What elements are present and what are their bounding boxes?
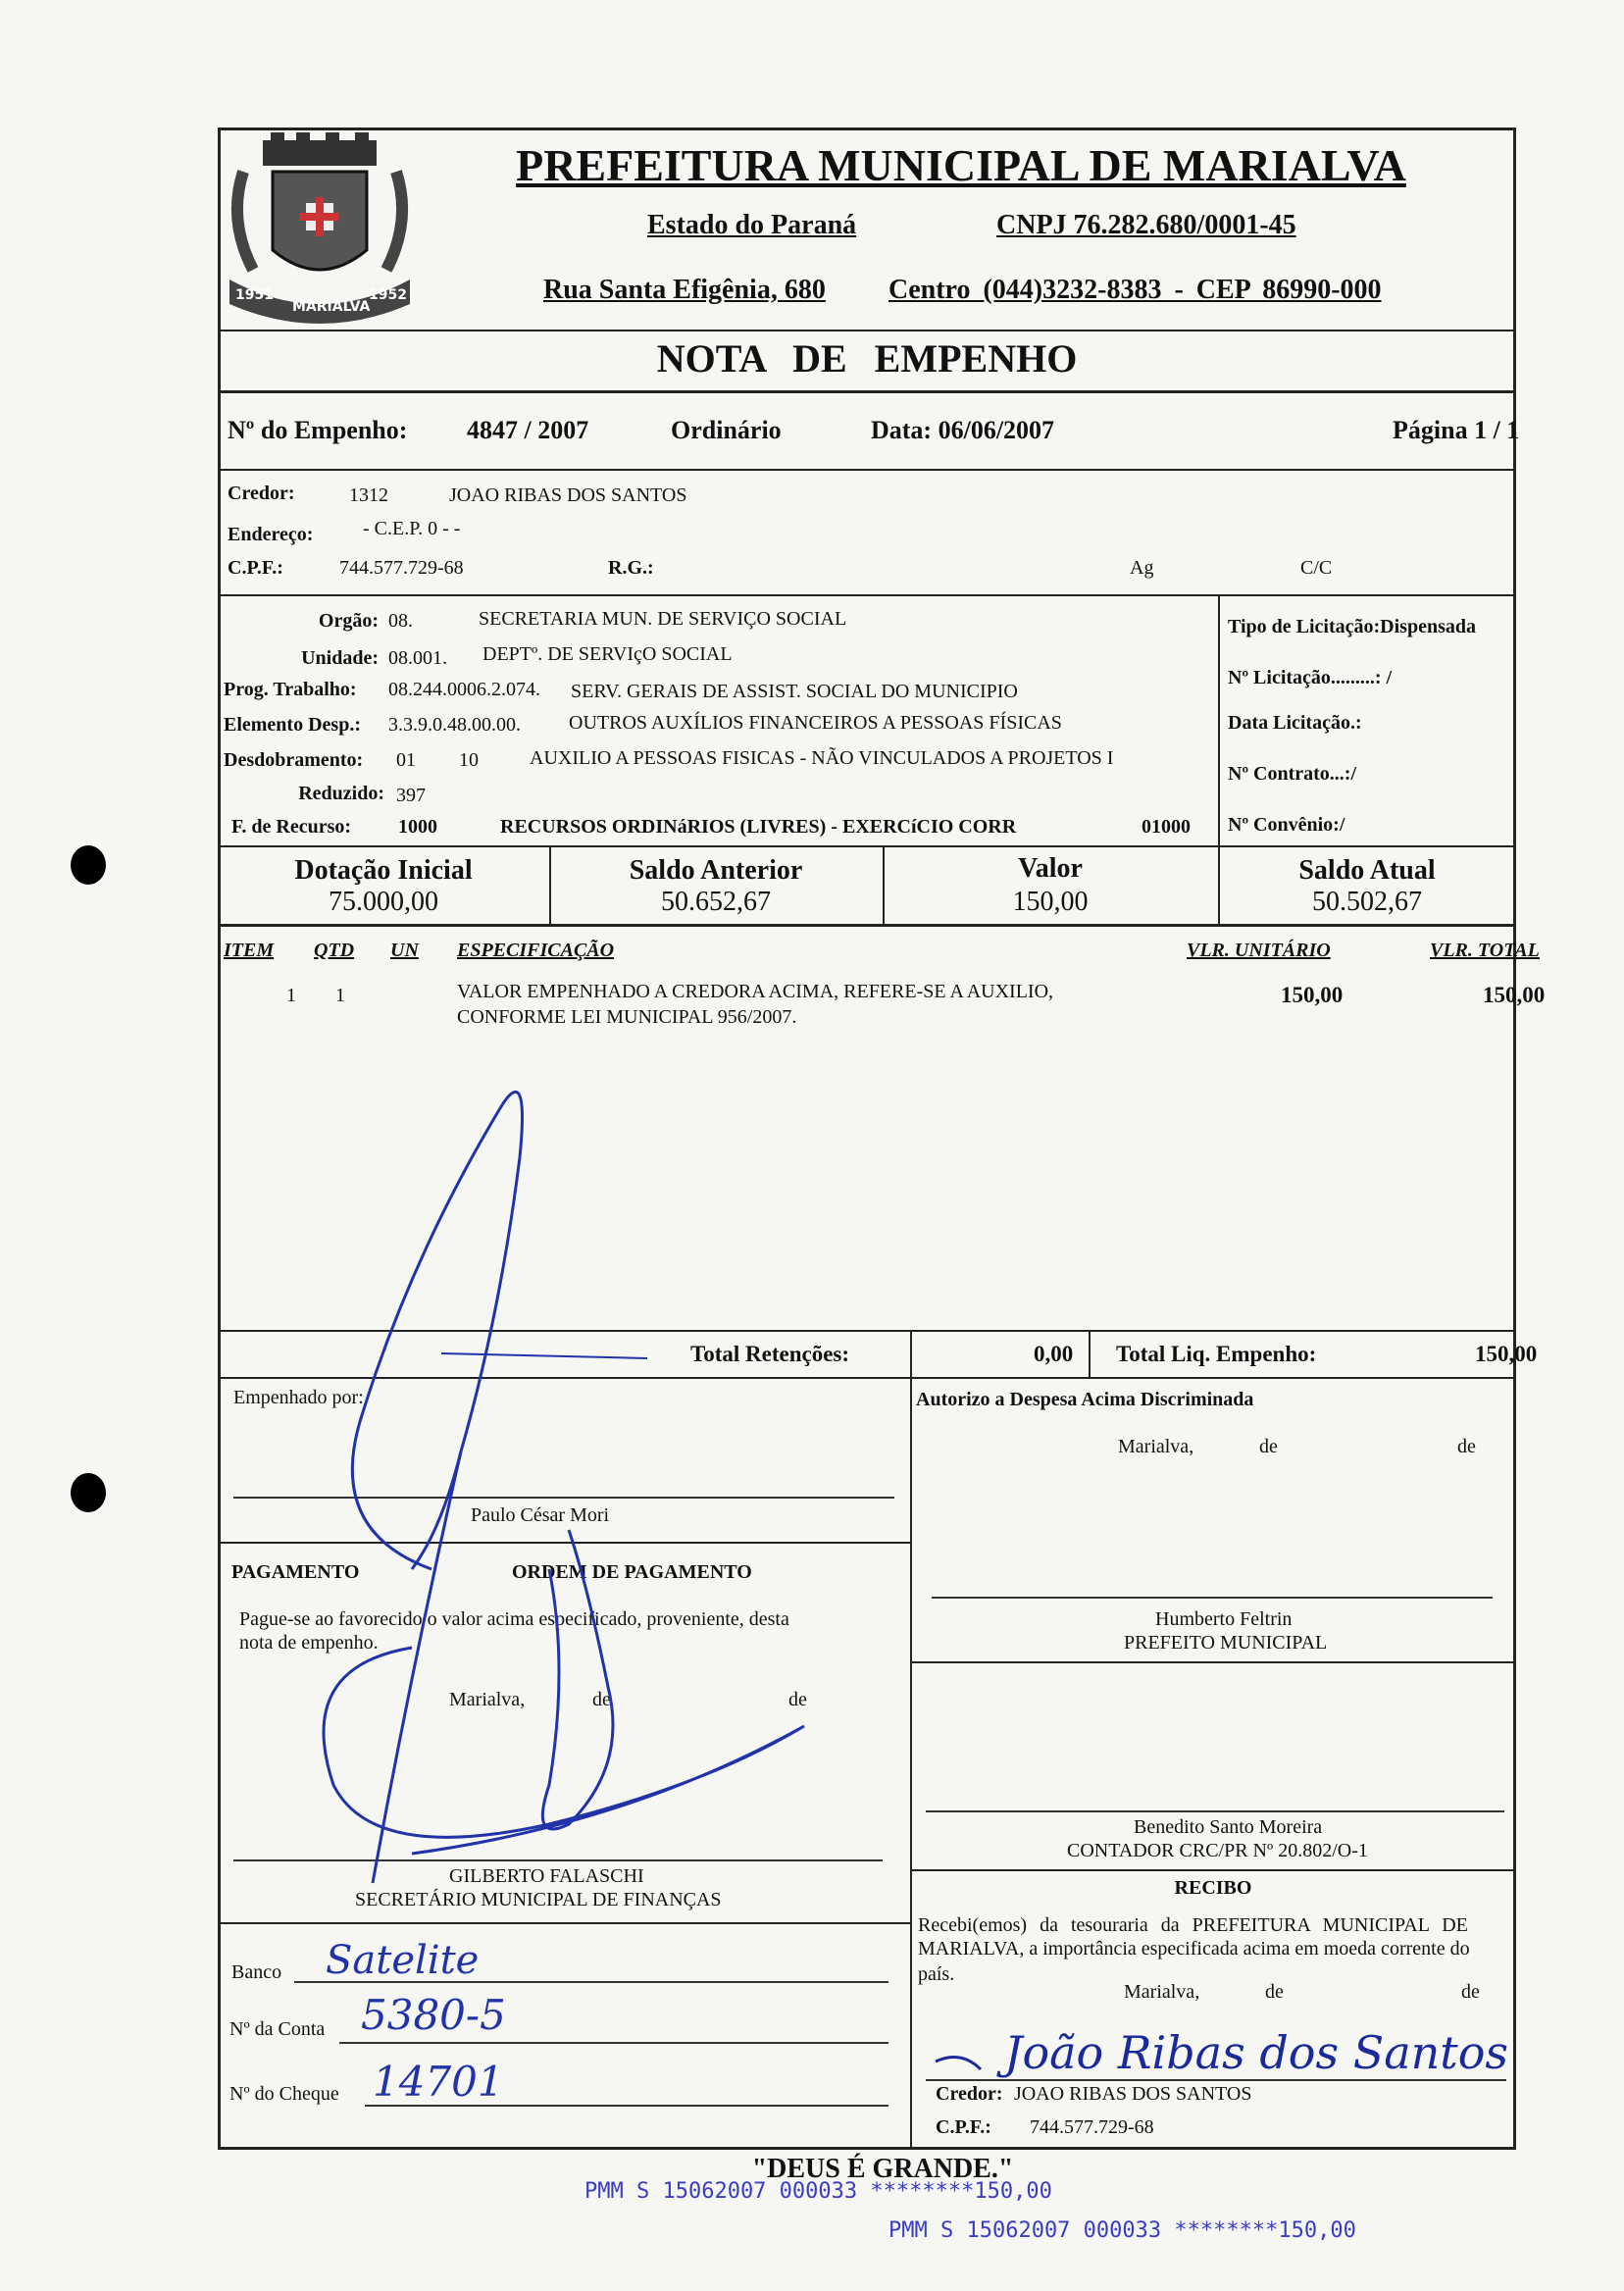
prog-code: 08.244.0006.2.074. [388, 679, 540, 700]
ag-label: Ag [1130, 557, 1154, 579]
item-spec-line1: VALOR EMPENHADO A CREDORA ACIMA, REFERE-SE A AUXILIO, [457, 981, 1054, 1002]
cpf-label: C.P.F.: [228, 557, 283, 579]
svg-text:1952: 1952 [369, 287, 407, 303]
reduzido-value: 397 [396, 785, 426, 806]
recibo-text-line3: país. [918, 1963, 955, 1985]
col-item: ITEM [224, 940, 275, 961]
recibo-cpf-label: C.P.F.: [936, 2116, 991, 2138]
autorizo-de1: de [1259, 1436, 1278, 1457]
recibo-credor-name: JOAO RIBAS DOS SANTOS [1014, 2083, 1252, 2105]
valor-label: Valor [1018, 853, 1083, 884]
contrato-numero: Nº Contrato...:/ [1228, 763, 1357, 785]
reduzido-label: Reduzido: [298, 783, 384, 804]
desdobramento-b: 10 [459, 749, 479, 771]
retencoes-label: Total Retenções: [690, 1342, 850, 1366]
empenhado-por-label: Empenhado por: [233, 1387, 364, 1408]
recibo-text-line2: MARIALVA, a importância especificada acima em moeda corrente do [918, 1938, 1470, 1960]
saldo-atual-label: Saldo Atual [1298, 855, 1436, 886]
footer-motto: "DEUS É GRANDE." [751, 2154, 1014, 2184]
pagamento-de2: de [788, 1689, 807, 1710]
fonte-label: F. de Recurso: [231, 816, 352, 838]
orgao-name: SECRETARIA MUN. DE SERVIÇO SOCIAL [479, 608, 847, 630]
item-spec-line2: CONFORME LEI MUNICIPAL 956/2007. [457, 1006, 797, 1028]
endereco-label: Endereço: [228, 524, 314, 545]
col-especificacao: ESPECIFICAÇÃO [457, 940, 615, 961]
prefeito-role: PREFEITO MUNICIPAL [1124, 1632, 1328, 1654]
retencoes-value: 0,00 [1034, 1342, 1074, 1366]
document-title: NOTA DE EMPENHO [656, 336, 1078, 381]
elemento-label: Elemento Desp.: [224, 714, 361, 736]
credor-name: JOAO RIBAS DOS SANTOS [449, 484, 687, 506]
pagamento-de1: de [592, 1689, 611, 1710]
payment-stamp-2: PMM S 15062007 000033 ********150,00 [888, 2218, 1356, 2243]
total-liquido-value: 150,00 [1475, 1342, 1538, 1366]
pagamento-text-line2: nota de empenho. [239, 1632, 379, 1654]
empenhado-por-name: Paulo César Mori [471, 1504, 610, 1526]
financas-signer-name: GILBERTO FALASCHI [449, 1865, 644, 1887]
empenho-type: Ordinário [671, 416, 782, 444]
cpf-value: 744.577.729-68 [339, 557, 464, 579]
address-label: Rua Santa Efigênia, 680 [543, 275, 826, 305]
licitacao-numero: Nº Licitação.........: / [1228, 667, 1393, 688]
contador-role: CONTADOR CRC/PR Nº 20.802/O-1 [1067, 1840, 1368, 1861]
empenho-number: 4847 / 2007 [467, 416, 589, 444]
prog-label: Prog. Trabalho: [224, 679, 357, 700]
convenio-numero: Nº Convênio:/ [1228, 814, 1345, 836]
item-qtd: 1 [335, 985, 345, 1006]
desdobramento-a: 01 [396, 749, 416, 771]
elemento-name: OUTROS AUXÍLIOS FINANCEIROS A PESSOAS FÍSICAS [569, 712, 1062, 734]
saldo-anterior-value: 50.652,67 [661, 887, 771, 917]
col-un: UN [390, 940, 419, 961]
recibo-credor-label: Credor: [936, 2083, 1003, 2105]
recibo-label: RECIBO [1174, 1877, 1252, 1899]
recibo-cpf-value: 744.577.729-68 [1030, 2116, 1154, 2138]
licitacao-data: Data Licitação.: [1228, 712, 1362, 734]
fonte-name: RECURSOS ORDINáRIOS (LIVRES) - EXERCíCIO CORR [500, 816, 1017, 838]
credor-code: 1312 [349, 484, 388, 506]
saldo-anterior-label: Saldo Anterior [629, 855, 803, 886]
unidade-label: Unidade: [301, 647, 379, 669]
payment-stamp-1: PMM S 15062007 000033 ********150,00 [584, 2179, 1052, 2204]
saldo-atual-value: 50.502,67 [1312, 887, 1422, 917]
fonte-code2: 01000 [1142, 816, 1191, 838]
page-number: Página 1 / 1 [1393, 416, 1520, 444]
total-liquido-label: Total Liq. Empenho: [1116, 1342, 1317, 1366]
cheque-value: 14701 [373, 2058, 504, 2106]
item-number: 1 [286, 985, 296, 1006]
pagamento-place: Marialva, [449, 1689, 526, 1710]
elemento-code: 3.3.9.0.48.00.00. [388, 714, 521, 736]
item-unit-value: 150,00 [1281, 983, 1344, 1007]
cnpj-label: CNPJ 76.282.680/0001-45 [996, 210, 1296, 240]
dotacao-label: Dotação Inicial [294, 855, 473, 886]
contador-name: Benedito Santo Moreira [1134, 1816, 1323, 1838]
empenho-number-label: Nº do Empenho: [228, 416, 408, 444]
desdobramento-name: AUXILIO A PESSOAS FISICAS - NÃO VINCULADOS A PROJETOS I [530, 747, 1114, 769]
empenho-date: Data: 06/06/2007 [871, 416, 1055, 444]
autorizo-label: Autorizo a Despesa Acima Discriminada [916, 1389, 1254, 1410]
dotacao-value: 75.000,00 [329, 887, 438, 917]
pagamento-label: PAGAMENTO [231, 1561, 360, 1583]
credor-label: Credor: [228, 483, 295, 504]
valor-value: 150,00 [1012, 887, 1089, 917]
financas-signer-role: SECRETÁRIO MUNICIPAL DE FINANÇAS [355, 1889, 722, 1910]
orgao-code: 08. [388, 610, 413, 632]
unidade-name: DEPTº. DE SERVIçO SOCIAL [482, 643, 733, 665]
col-vlr-total: VLR. TOTAL [1430, 940, 1540, 961]
item-total-value: 150,00 [1483, 983, 1546, 1007]
cheque-label: Nº do Cheque [229, 2083, 339, 2105]
unidade-code: 08.001. [388, 647, 447, 669]
recibo-text-line1: Recebi(emos) da tesouraria da PREFEITURA MUNICIPAL DE [918, 1914, 1468, 1936]
municipality-title: PREFEITURA MUNICIPAL DE MARIALVA [516, 140, 1406, 190]
pagamento-text-line1: Pague-se ao favorecido o valor acima especificado, proveniente, desta [239, 1608, 789, 1630]
cc-label: C/C [1300, 557, 1333, 579]
recibo-de1: de [1265, 1981, 1284, 2003]
rg-label: R.G.: [608, 557, 654, 579]
address-contact: Centro (044)3232-8383 - CEP 86990-000 [888, 275, 1382, 305]
col-vlr-unitario: VLR. UNITÁRIO [1187, 940, 1331, 961]
fonte-code: 1000 [398, 816, 437, 838]
col-qtd: QTD [314, 940, 355, 961]
svg-text:MARIALVA: MARIALVA [292, 299, 371, 315]
banco-value: Satelite [326, 1938, 480, 1983]
conta-label: Nº da Conta [229, 2018, 326, 2040]
ordem-pagamento-label: ORDEM DE PAGAMENTO [512, 1561, 752, 1583]
prog-name: SERV. GERAIS DE ASSIST. SOCIAL DO MUNICIPIO [571, 681, 1018, 702]
desdobramento-label: Desdobramento: [224, 749, 364, 771]
conta-value: 5380-5 [361, 1991, 506, 2039]
banco-label: Banco [231, 1961, 282, 1983]
recibo-place: Marialva, [1124, 1981, 1200, 2003]
autorizo-place: Marialva, [1118, 1436, 1194, 1457]
endereco-value: - C.E.P. 0 - - [363, 518, 461, 539]
recibo-de2: de [1461, 1981, 1480, 2003]
prefeito-name: Humberto Feltrin [1155, 1608, 1293, 1630]
svg-text:1951: 1951 [235, 287, 274, 303]
autorizo-de2: de [1457, 1436, 1476, 1457]
licitacao-tipo: Tipo de Licitação:Dispensada [1228, 616, 1476, 637]
credor-signature: João Ribas dos Santos [1004, 2026, 1509, 2079]
orgao-label: Orgão: [318, 610, 379, 632]
state-label: Estado do Paraná [647, 210, 857, 240]
